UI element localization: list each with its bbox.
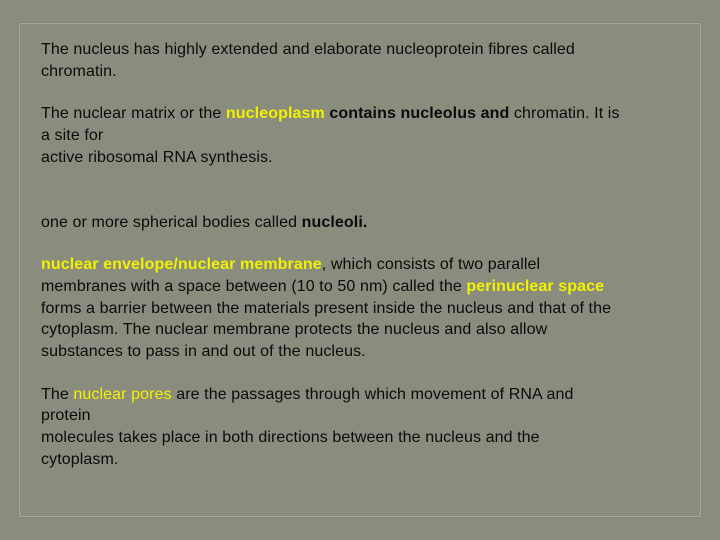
highlight-perinuclear-space: perinuclear space [466,277,605,295]
text-line: chromatin. [41,62,117,80]
paragraph-nuclear-envelope [41,254,691,363]
text-line: cytoplasm. [41,450,119,468]
slide-content [41,39,691,471]
text-segment: one or more spherical bodies called [41,213,302,231]
text-line: The nucleus has highly extended and elaborate nucleoprotein fibres called [41,41,575,58]
text-segment: are the passages through which movement of RNA and [171,385,574,403]
highlight-nucleoplasm: nucleoplasm [225,105,325,123]
bold-segment: contains nucleolus and [324,105,510,123]
text-segment: The nuclear matrix or the [41,105,226,123]
paragraph-nuclear-pores [41,384,691,471]
text-line [41,212,691,234]
text-line: cytoplasm. The nuclear membrane protects the nucleus and also allow [41,321,548,339]
text-segment: The [41,385,74,403]
text-segment: chromatin. It is [509,105,620,123]
paragraph-nucleoli [41,212,691,234]
text-line: a site for [41,127,104,145]
text-line: molecules takes place in both directions between the nucleus and the [41,429,540,447]
text-line: active ribosomal RNA synthesis. [41,148,273,166]
highlight-nuclear-envelope: nuclear envelope/nuclear membrane [41,256,322,274]
bold-nucleoli: nucleoli. [301,213,368,231]
paragraph-nucleoplasm [41,103,691,168]
text-line: forms a barrier between the materials present inside the nucleus and that of the [41,299,612,317]
highlight-nuclear-pores: nuclear pores [73,385,172,403]
text-line [41,276,691,298]
text-line [41,384,691,406]
text-line: protein [41,407,91,425]
text-segment: membranes with a space between (10 to 50 nm) called the [41,277,467,295]
text-line: substances to pass in and out of the nucleus. [41,343,366,361]
text-line [41,103,691,125]
paragraph-chromatin [41,39,691,82]
text-segment: , which consists of two parallel [321,256,541,274]
text-line [41,254,691,276]
